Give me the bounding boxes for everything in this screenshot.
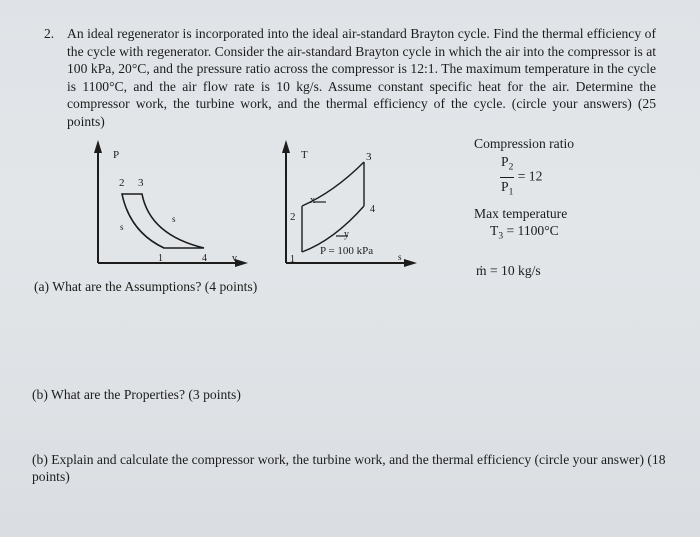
given-values xyxy=(470,135,630,279)
compression-ratio xyxy=(500,153,630,201)
max-temp: $T_3 = 1100^\circ C$ xyxy=(490,223,559,243)
pressure-ratio-fraction: $\frac{P_2}{P_1}$ xyxy=(501,154,514,198)
pv-isentrope-label-left: s xyxy=(120,222,124,232)
question-b-properties: (b) What are the Properties? (3 points) xyxy=(32,387,241,402)
ts-axis-arrow-right xyxy=(404,259,417,267)
ts-point-y: y xyxy=(344,229,349,240)
ts-diagram xyxy=(274,140,424,272)
max-temp-label: Max temperature xyxy=(474,206,568,222)
ts-point-3: 3 xyxy=(366,151,372,163)
ts-point-1: 1 xyxy=(290,254,295,265)
ts-pressure-label: P = 100 kPa xyxy=(320,245,374,257)
problem-number: 2. xyxy=(44,26,55,41)
problem-statement xyxy=(44,25,656,131)
pv-axis-x-label: v xyxy=(232,253,237,264)
max-temp-value: = 1100°C xyxy=(503,223,559,239)
ts-point-x: x xyxy=(310,195,315,206)
question-b-calculation: (b) Explain and calculate the compressor work, the turbine work, and the thermal efficiency (circle your answer) (18 points) xyxy=(32,452,666,484)
pv-axis-y-label: P xyxy=(113,149,120,161)
mass-flow xyxy=(476,262,630,279)
mass-flow-symbol: ṁ xyxy=(476,263,487,279)
cycle-diagrams xyxy=(92,140,422,272)
problem-text: An ideal regenerator is incorporated into the ideal air-standard Brayton cycle. Find the thermal efficiency of the cycle with regenerator. Consider the air-standard Brayton cycle in which the air into the compressor is at 100 kPa, 20°C, and the pressure ratio across the compressor is 12:1. The maximum temperature in the cycle is 1100°C, and the air flow rate is 10 kg/s. Assume constant specific heat for the air. Determine the compressor work, the turbine work, and the thermal efficiency of the cycle. (circle your answers) (25 points) xyxy=(67,26,656,129)
compression-ratio-label: Compression ratio xyxy=(474,136,575,151)
ts-point-4: 4 xyxy=(370,204,375,215)
pv-point-1: 1 xyxy=(158,253,163,264)
pv-diagram xyxy=(92,140,252,272)
pv-point-2: 2 xyxy=(119,177,125,189)
pv-point-3: 3 xyxy=(138,177,144,189)
ts-axis-y-label: T xyxy=(301,149,308,161)
pv-isentrope-label-right: s xyxy=(172,214,176,224)
pv-point-4: 4 xyxy=(202,253,207,264)
mass-flow-value: = 10 kg/s xyxy=(486,263,541,279)
ts-point-2: 2 xyxy=(290,211,296,223)
pv-cycle-path xyxy=(122,194,204,248)
pressure-ratio-value: = 12 xyxy=(517,168,543,184)
question-a: (a) What are the Assumptions? (4 points) xyxy=(34,279,258,294)
ts-axis-x-label: s xyxy=(398,252,402,262)
